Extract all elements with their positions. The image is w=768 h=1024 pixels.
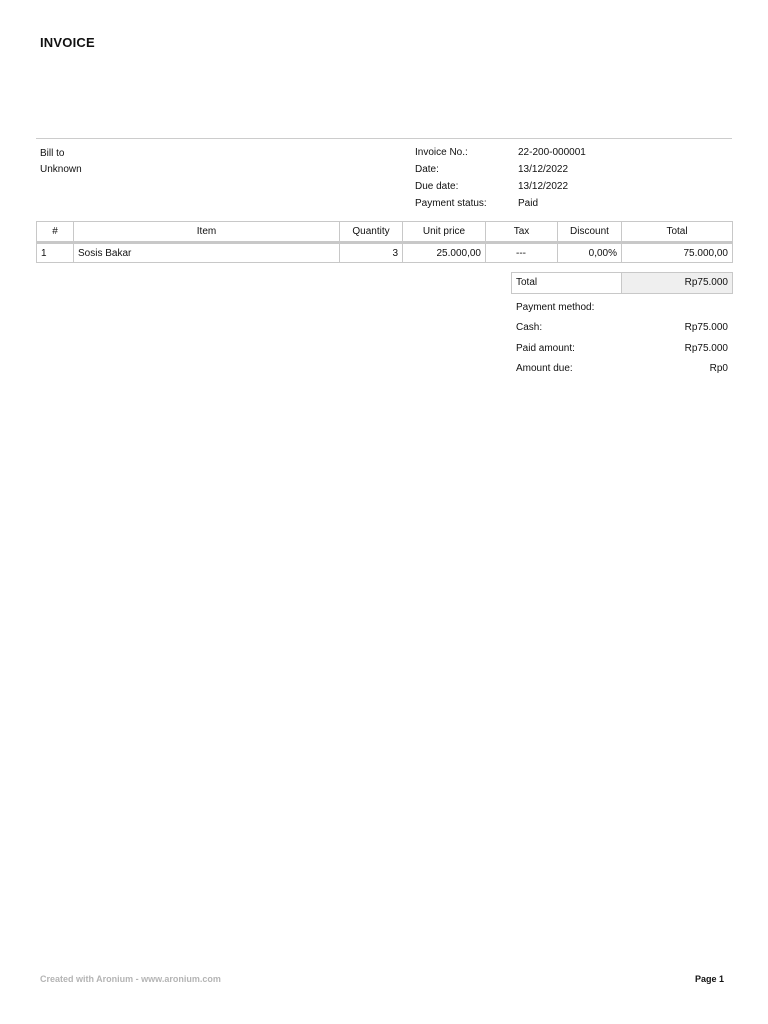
payment-method-row [516,302,728,313]
payment-status-value: Paid [518,198,539,209]
cell-discount: 0,00% [558,243,622,263]
cash-value: Rp75.000 [684,322,728,333]
grand-total-label: Total [512,273,622,293]
paid-amount-row [516,343,728,354]
col-header-unit-price: Unit price [403,222,486,243]
paid-amount-label: Paid amount: [516,343,575,354]
bill-to-label: Bill to [40,148,65,159]
bill-to-value: Unknown [40,164,82,175]
col-header-tax: Tax [486,222,558,243]
amount-due-label: Amount due: [516,363,573,374]
col-header-item: Item [74,222,340,243]
table-row [37,243,733,263]
grand-total-box [511,272,733,294]
paid-amount-value: Rp75.000 [684,343,728,354]
cell-total: 75.000,00 [622,243,733,263]
table-header-row [37,222,733,243]
cell-unit-price: 25.000,00 [403,243,486,263]
cell-item: Sosis Bakar [74,243,340,263]
invoice-no-label: Invoice No.: [415,147,468,158]
payment-method-label: Payment method: [516,302,595,313]
grand-total-value: Rp75.000 [622,273,732,293]
header-divider [36,138,732,139]
col-header-discount: Discount [558,222,622,243]
invoice-no-value: 22-200-000001 [518,147,586,158]
col-header-total: Total [622,222,733,243]
footer-created-with: Created with Aronium - www.aronium.com [40,974,221,984]
cash-row [516,322,728,333]
cell-number: 1 [37,243,74,263]
cash-label: Cash: [516,322,543,333]
invoice-title: INVOICE [40,35,95,50]
date-label: Date: [415,164,439,175]
payment-status-label: Payment status: [415,198,487,209]
due-date-value: 13/12/2022 [518,181,569,192]
amount-due-value: Rp0 [709,363,728,374]
amount-due-row [516,363,728,374]
col-header-quantity: Quantity [340,222,403,243]
cell-quantity: 3 [340,243,403,263]
due-date-label: Due date: [415,181,459,192]
date-value: 13/12/2022 [518,164,569,175]
footer-page-number: Page 1 [695,974,725,984]
col-header-number: # [37,222,74,243]
line-items-table [36,221,733,263]
cell-tax: --- [486,243,558,263]
